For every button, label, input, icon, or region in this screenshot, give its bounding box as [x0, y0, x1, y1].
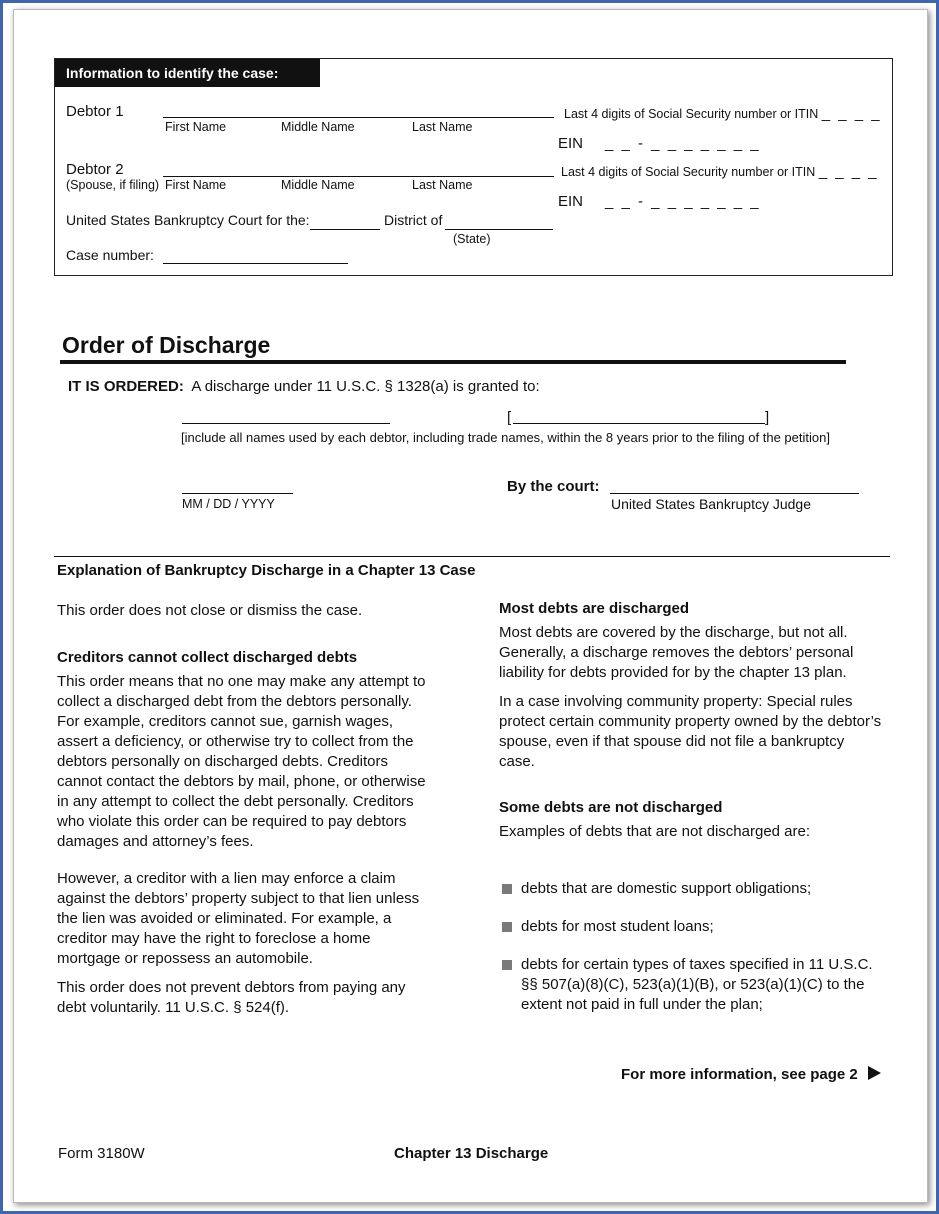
document-page	[13, 9, 928, 1203]
debtor1-last-name-label: Last Name	[412, 120, 473, 134]
most-text: Most debts are covered by the discharge, but not all. Generally, a discharge removes the debtors’ personal liability for debts provided for by the chapter 13 plan.	[499, 624, 854, 681]
debtor1-middle-name-label: Middle Name	[281, 120, 355, 134]
debtor1-first-name-label: First Name	[165, 120, 227, 134]
form-title: Chapter 13 Discharge	[394, 1145, 549, 1162]
debtor1-ssn-blanks[interactable]: _ _ _ _	[821, 105, 882, 122]
debtor2-ssn-blanks[interactable]: _ _ _ _	[818, 163, 879, 180]
ordered-line	[68, 378, 540, 395]
bullet-item: debts that are domestic support obligations;	[521, 880, 812, 897]
district-label: District of	[384, 212, 443, 228]
most-heading: Most debts are discharged	[499, 600, 690, 617]
spouse-note: (Spouse, if filing)	[66, 178, 160, 192]
explanation-title: Explanation of Bankruptcy Discharge in a Chapter 13 Case	[57, 562, 476, 579]
case-number-line[interactable]	[163, 263, 348, 264]
bullet-marker	[502, 884, 512, 894]
some-heading: Some debts are not discharged	[499, 799, 723, 816]
bullet-marker	[502, 922, 512, 932]
district-line[interactable]	[445, 229, 553, 230]
section-rule	[54, 556, 890, 557]
creditors-heading: Creditors cannot collect discharged debts	[57, 649, 358, 666]
debtor2-ein-blanks[interactable]: _ _ - _ _ _ _ _ _ _	[605, 193, 761, 210]
debtor2-last-name-label: Last Name	[412, 178, 473, 192]
date-format-label: MM / DD / YYYY	[182, 497, 275, 511]
debtor2-ein-label: EIN	[558, 193, 584, 210]
bracket-open: [	[507, 409, 512, 426]
debtor1-label: Debtor 1	[66, 103, 124, 120]
judge-signature-line[interactable]	[610, 493, 859, 494]
debtor1-ssn	[564, 105, 882, 122]
court-line[interactable]	[310, 229, 380, 230]
judge-label: United States Bankruptcy Judge	[611, 496, 812, 512]
voluntary-text: This order does not prevent debtors from paying any debt voluntarily. 11 U.S.C. § 524(f).	[57, 979, 406, 1016]
title-rule	[60, 360, 846, 364]
bullet-marker	[502, 960, 512, 970]
case-info-header: Information to identify the case:	[55, 59, 320, 87]
community-text: In a case involving community property: Special rules protect certain community property owned by the debtor’s spouse, even if that spouse did not file a bankruptcy case.	[499, 693, 882, 770]
creditors-text: This order means that no one may make any attempt to collect a discharged debt from the debtors personally. For example, creditors cannot sue, garnish wages, assert a deficiency, or otherwise try to collect from the debtors personally on discharged debts. Creditors cannot contact the debtors by mail, phone, or otherwise in any attempt to collect the debt personally. Creditors who violate this order can be required to pay debtors damages and attorney’s fees.	[57, 673, 426, 850]
court-label: United States Bankruptcy Court for the:	[66, 212, 310, 228]
granted-text: A discharge under 11 U.S.C. § 1328(a) is granted to:	[191, 378, 540, 395]
debtor2-label: Debtor 2	[66, 161, 124, 178]
more-info-text: For more information, see page 2	[621, 1066, 858, 1083]
more-info-link[interactable]	[621, 1066, 881, 1083]
date-line[interactable]	[182, 493, 293, 494]
names-note: [include all names used by each debtor, including trade names, within the 8 years prior to the filing of the petition]	[181, 430, 830, 445]
debtor-name-line-1[interactable]	[182, 423, 390, 424]
form-number: Form 3180W	[58, 1145, 145, 1162]
bullet-item: debts for certain types of taxes specified in 11 U.S.C. §§ 507(a)(8)(C), 523(a)(1)(B), or 523(a)(1)(C) to the extent not paid in full under the plan;	[521, 956, 873, 1013]
debtor1-ein-blanks[interactable]: _ _ - _ _ _ _ _ _ _	[605, 135, 761, 152]
debtor2-name-line[interactable]	[163, 176, 554, 177]
debtor2-ssn-label: Last 4 digits of Social Security number or ITIN	[561, 165, 816, 179]
case-info-box	[54, 58, 893, 276]
debtor1-name-line[interactable]	[163, 117, 554, 118]
debtor2-ssn	[561, 163, 879, 180]
debtor-name-line-2[interactable]	[513, 423, 765, 424]
lien-text: However, a creditor with a lien may enforce a claim against the debtors’ property subject to that lien unless the lien was avoided or eliminated. For example, a creditor may have the right to foreclose a home mortgage or repossess an automobile.	[57, 870, 420, 967]
debtor1-ssn-label: Last 4 digits of Social Security number or ITIN	[564, 107, 819, 121]
intro-text: This order does not close or dismiss the case.	[57, 602, 363, 619]
order-title: Order of Discharge	[62, 332, 271, 358]
bracket-close: ]	[765, 409, 770, 426]
some-intro: Examples of debts that are not discharged are:	[499, 823, 811, 840]
left-column	[57, 601, 437, 1018]
debtor2-middle-name-label: Middle Name	[281, 178, 355, 192]
debtor1-ein-label: EIN	[558, 135, 584, 152]
bullet-item: debts for most student loans;	[521, 918, 714, 935]
case-number-label: Case number:	[66, 247, 154, 263]
debtor2-first-name-label: First Name	[165, 178, 227, 192]
it-is-ordered: IT IS ORDERED:	[68, 378, 184, 395]
state-label: (State)	[453, 232, 491, 246]
play-arrow-icon	[868, 1066, 881, 1080]
right-column	[499, 599, 884, 842]
by-court-label: By the court:	[507, 478, 600, 495]
